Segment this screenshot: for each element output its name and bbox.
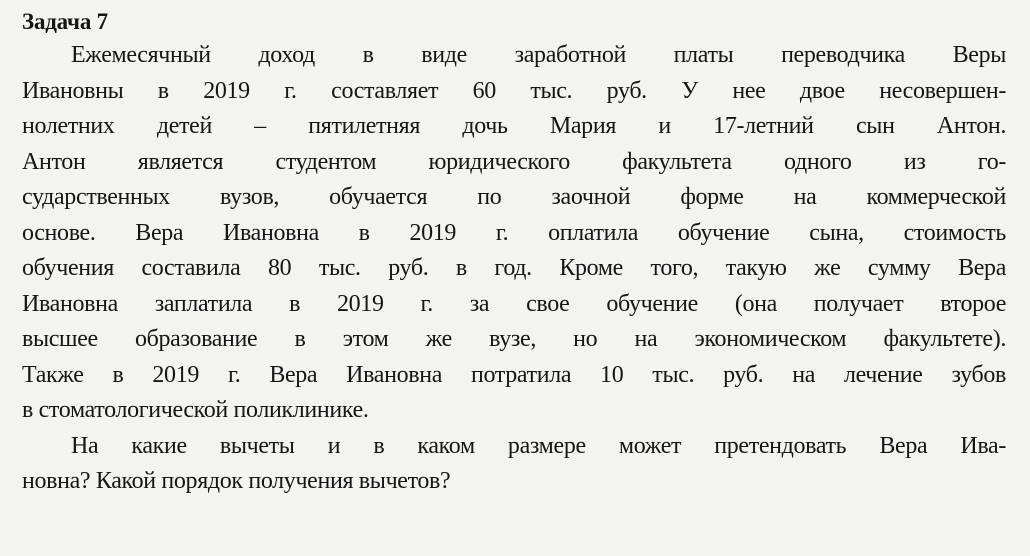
task-condition-paragraph [22, 38, 1006, 429]
task-page [22, 6, 1006, 500]
task-title: Задача 7 [22, 9, 108, 34]
task-question-paragraph [22, 429, 1006, 500]
text-line: Также в 2019 г. Вера Ивановна потратила 10 тыс. руб. на лечение зубов [22, 361, 1006, 388]
text-line: нолетних детей – пятилетняя дочь Мария и 17-летний сын Антон. [22, 113, 1006, 139]
text-line: сударственных вузов, обучается по заочной форме на коммерческой [22, 184, 1006, 210]
text-line: в стоматологической поликлинике. [22, 397, 369, 423]
text-line: Ивановны в 2019 г. составляет 60 тыс. руб. У нее двое несовершен- [22, 77, 1006, 104]
text-line: высшее образование в этом же вузе, но на экономическом факультете). [22, 326, 1006, 352]
text-line: обучения составила 80 тыс. руб. в год. Кроме того, такую же сумму Вера [22, 255, 1006, 281]
text-line: основе. Вера Ивановна в 2019 г. оплатила обучение сына, стоимость [22, 219, 1006, 246]
text-line: Антон является студентом юридического факультета одного из го- [22, 148, 1006, 175]
text-line: Ивановна заплатила в 2019 г. за свое обучение (она получает второе [22, 290, 1006, 317]
text-line: новна? Какой порядок получения вычетов? [22, 468, 451, 494]
text-line: Ежемесячный доход в виде заработной платы переводчика Веры [71, 42, 1006, 68]
text-line: На какие вычеты и в каком размере может претендовать Вера Ива- [71, 432, 1006, 459]
